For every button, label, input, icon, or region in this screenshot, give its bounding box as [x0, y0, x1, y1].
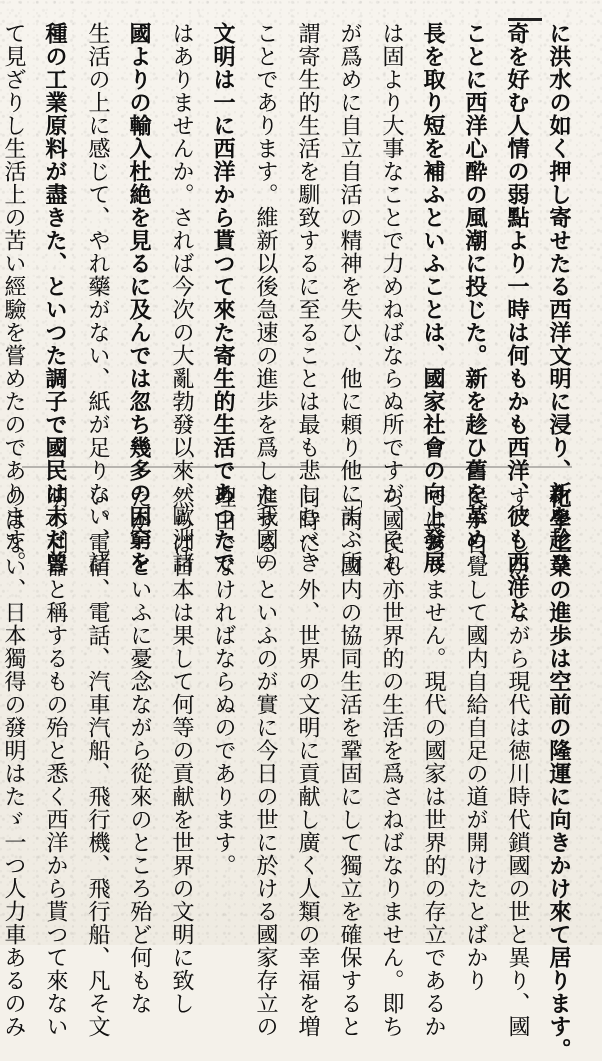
lower-column-12: い。電信、電話、汽車汽船、飛行機、飛行船、凡そ文 — [85, 486, 110, 1038]
upper-column-1: に洪水の如く押し寄せたる西洋文明に浸り、新を趁ひ — [546, 22, 572, 574]
lower-column-6: 「内、國内の協同生活を鞏固にして獨立を確保すると — [337, 486, 362, 1038]
upper-column-12: 生活の上に感じて、やれ藥がない、紙が足りない、諸 — [85, 22, 110, 574]
upper-column-6: が爲めに自立自活の精神を失ひ、他に頼り他に詣ふ所 — [337, 22, 362, 574]
lower-column-14: のはない、日本獨得の發明はたゞ一つ人力車あるのみ — [1, 486, 26, 1038]
lower-column-7: 同時に、外、世界の文明に貢献し廣く人類の幸福を増 — [295, 486, 320, 1038]
lower-column-3: 民が自覺して國内自給自足の道が開けたとばかり — [463, 486, 488, 992]
lower-column-9: 理由でなければならぬのであります。 — [211, 486, 236, 877]
lower-column-5: ら國民も亦世界的の生活を爲さねばなりません。即ち — [379, 486, 404, 1038]
upper-column-9: 文明は一に西洋から貰つて來た寄生的生活であつたで — [210, 22, 236, 574]
upper-column-2: 奇を好む人情の弱點より一時は何もかも西洋、彼も西洋と — [504, 22, 530, 620]
lower-column-10: 然らば日本は果して何等の貢献を世界の文明に致し — [169, 486, 194, 1015]
section-divider — [22, 466, 572, 468]
upper-column-11: 國よりの輸入杜絶を見るに及んでは忽ち幾多の困窮を — [126, 22, 152, 574]
upper-column-8: ことであります。維新以後急速の進歩を爲した我國の — [253, 22, 278, 574]
lower-column-11: たか、といふに憂念ながら從來のところ殆ど何もな — [127, 486, 152, 1015]
lower-column-4: ではありません。現代の國家は世界的の存立であるか — [421, 486, 446, 1038]
upper-column-14: て見ざりし生活上の苦い經驗を嘗めたのであります。 — [1, 22, 26, 574]
lower-text-block — [1, 486, 576, 1061]
upper-column-3: ことに西洋心酔の風潮に投じた。新を趁ひ舊を革め、 — [462, 22, 488, 574]
lower-column-13: 明の利器と稱するもの殆と悉く西洋から貰つて來ない — [43, 486, 68, 1038]
lower-column-2: す。しかしながら現代は徳川時代鎖國の世と異り、國 — [505, 486, 530, 1038]
upper-text-block — [1, 22, 576, 620]
upper-column-10: はありませんか。されば今次の大亂勃發以來、歐洲諸 — [169, 22, 194, 574]
lower-column-1: 化學工業の進歩は空前の隆運に向きかけ來て居ります。 — [546, 486, 572, 1061]
upper-column-13: 種の工業原料が盡きた、といつた調子で國民は未だ曾 — [42, 22, 68, 574]
upper-column-4: 長を取り短を補ふといふことは、國家社會の向上發展 — [420, 22, 446, 574]
lower-column-8: 進する」といふのが實に今日の世に於ける國家存立の — [253, 486, 278, 1038]
upper-column-5: は固より大事なことで力めねばならぬ所ですが、それ — [379, 22, 404, 574]
upper-column-7: 謂寄生的生活を馴致するに至ることは最も悲しむべき — [295, 22, 320, 574]
